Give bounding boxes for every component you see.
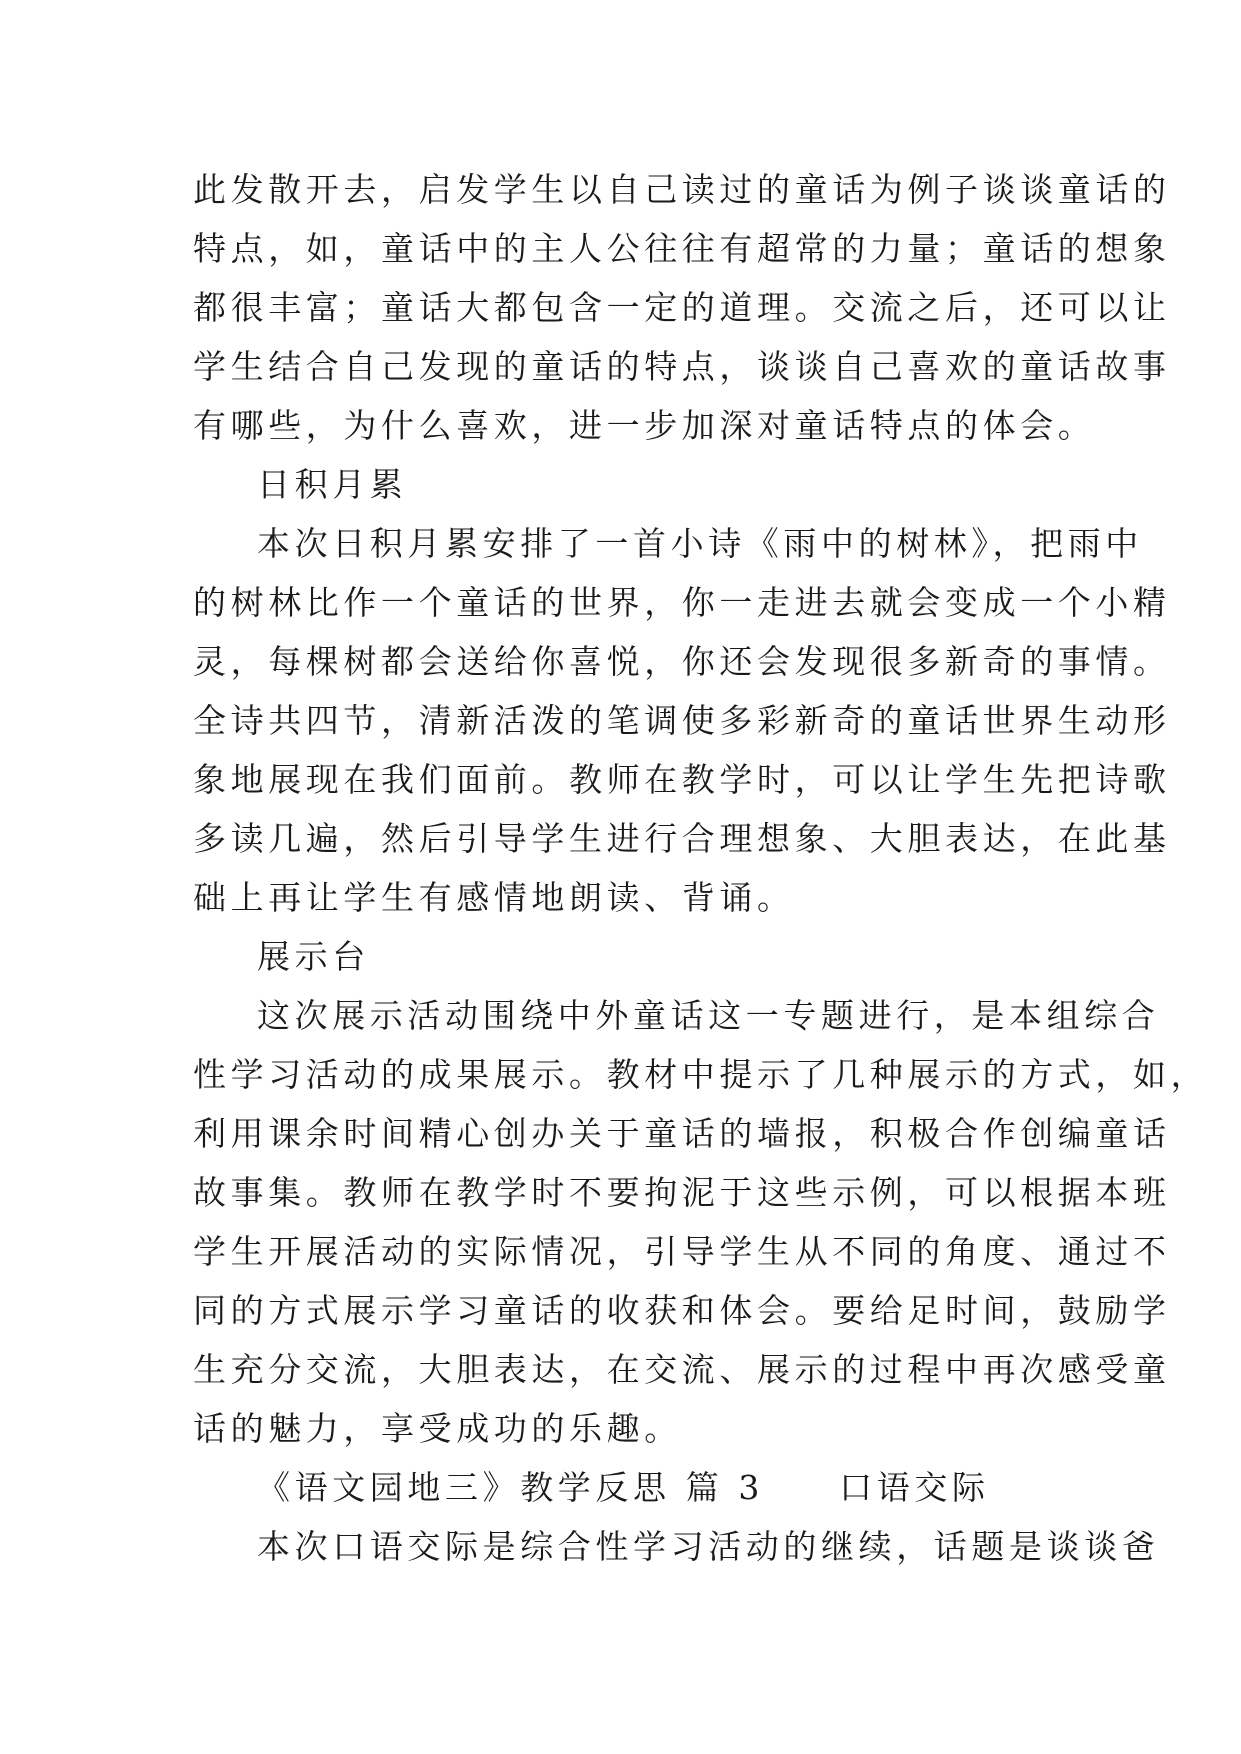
- paragraph-first-line: 这次展示活动围绕中外童话这一专题进行，是本组综合: [257, 996, 1160, 1035]
- body-line: 利用课余时间精心创办关于童话的墙报，积极合作创编童话: [193, 1114, 1171, 1153]
- body-line: 都很丰富；童话大都包含一定的道理。交流之后，还可以让: [193, 288, 1171, 327]
- paragraph-first-line: 本次口语交际是综合性学习活动的继续，话题是谈谈爸: [257, 1527, 1160, 1566]
- body-line: 生充分交流，大胆表达，在交流、展示的过程中再次感受童: [193, 1350, 1171, 1389]
- body-line: 学生开展活动的实际情况，引导学生从不同的角度、通过不: [193, 1232, 1171, 1271]
- body-line: 灵，每棵树都会送给你喜悦，你还会发现很多新奇的事情。: [193, 642, 1171, 681]
- section-heading: 展示台: [257, 937, 370, 976]
- body-line: 多读几遍，然后引导学生进行合理想象、大胆表达，在此基: [193, 819, 1171, 858]
- body-line: 性学习活动的成果展示。教材中提示了几种展示的方式，如，: [193, 1055, 1209, 1094]
- body-line: 有哪些，为什么喜欢，进一步加深对童话特点的体会。: [193, 406, 1096, 445]
- section-heading: 《语文园地三》教学反思 篇 3 口语交际: [257, 1468, 990, 1507]
- section-heading: 日积月累: [257, 465, 408, 504]
- body-line: 的树林比作一个童话的世界，你一走进去就会变成一个小精: [193, 583, 1171, 622]
- body-line: 故事集。教师在教学时不要拘泥于这些示例，可以根据本班: [193, 1173, 1171, 1212]
- body-line: 础上再让学生有感情地朗读、背诵。: [193, 878, 795, 917]
- body-line: 象地展现在我们面前。教师在教学时，可以让学生先把诗歌: [193, 760, 1171, 799]
- body-line: 话的魅力，享受成功的乐趣。: [193, 1409, 682, 1448]
- body-line: 特点，如，童话中的主人公往往有超常的力量；童话的想象: [193, 229, 1171, 268]
- body-line: 全诗共四节，清新活泼的笔调使多彩新奇的童话世界生动形: [193, 701, 1171, 740]
- body-line: 此发散开去，启发学生以自己读过的童话为例子谈谈童话的: [193, 170, 1171, 209]
- body-line: 学生结合自己发现的童话的特点，谈谈自己喜欢的童话故事: [193, 347, 1171, 386]
- paragraph-first-line: 本次日积月累安排了一首小诗《雨中的树林》，把雨中: [257, 524, 1143, 563]
- document-body: [193, 160, 1209, 1576]
- body-line: 同的方式展示学习童话的收获和体会。要给足时间，鼓励学: [193, 1291, 1171, 1330]
